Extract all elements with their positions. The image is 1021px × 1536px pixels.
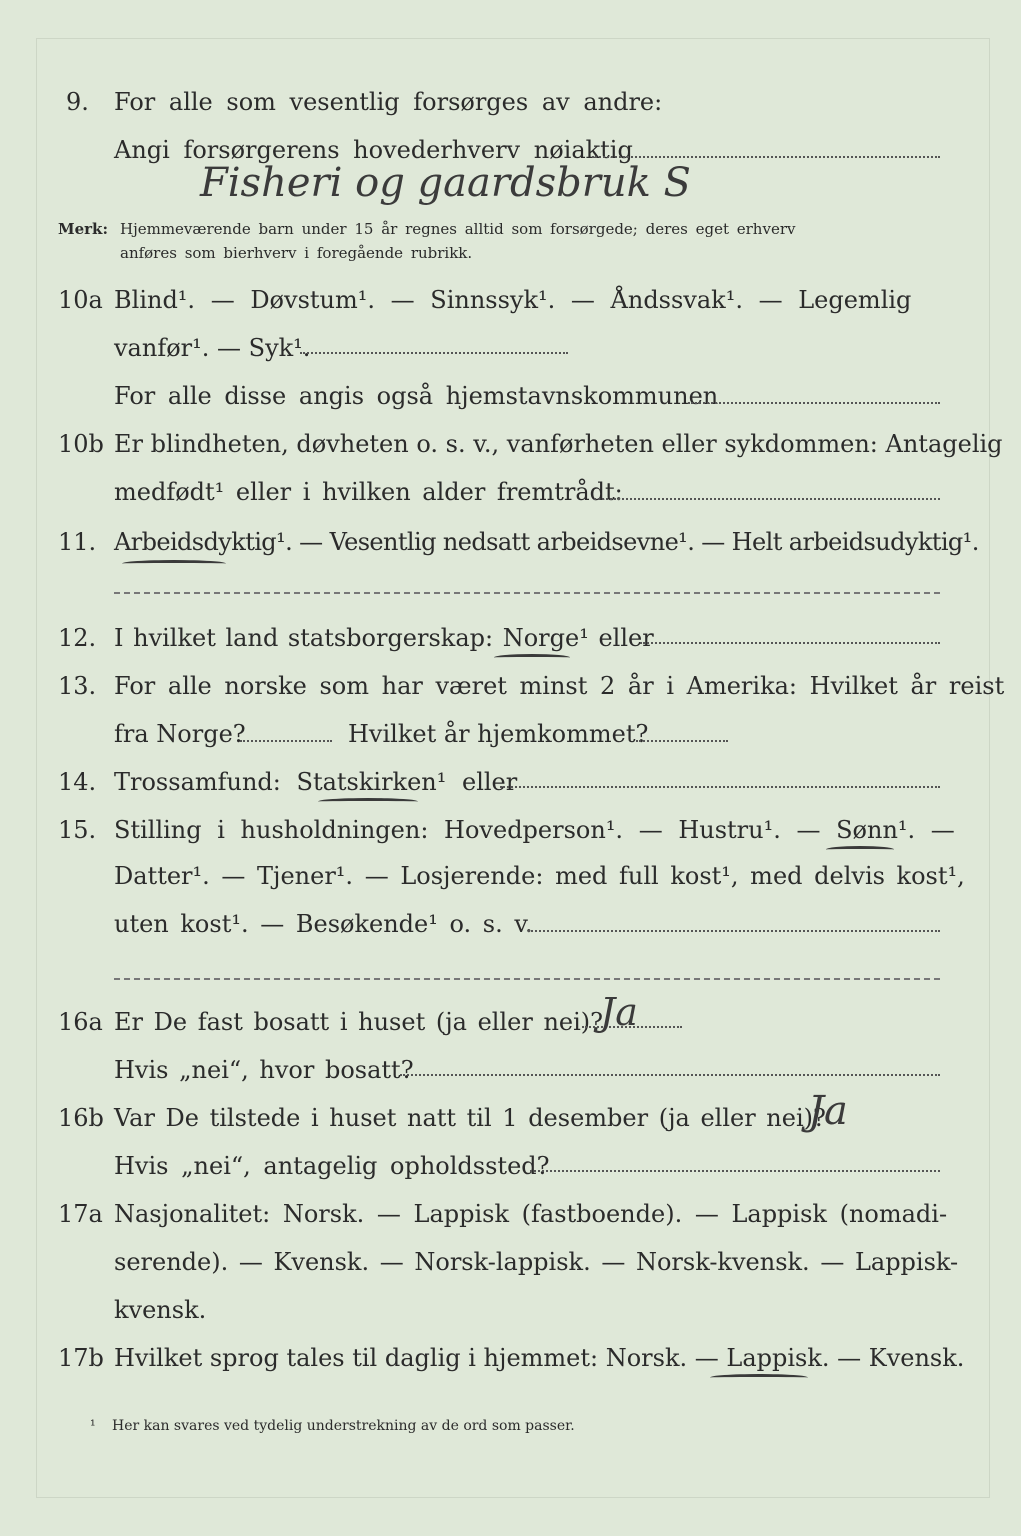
q9-handwritten-answer: Fisheri og gaardsbruk S (200, 160, 691, 206)
q16b-line1: Var De tilstede i huset natt til 1 desember (ja eller nei)? (114, 1104, 826, 1132)
q17a-line1: Nasjonalitet: Norsk. — Lappisk (fastboende). — Lappisk (nomadi- (114, 1200, 948, 1228)
q10a-fill-line (300, 352, 568, 354)
q9-line2: Angi forsørgerens hovederhverv nøiaktig (114, 136, 633, 164)
q15-line1: Stilling i husholdningen: Hovedperson¹. — Hustru¹. — Sønn¹. — (114, 816, 955, 844)
footnote-text: Her kan svares ved tydelig understrekning av de ord som passer. (112, 1418, 575, 1434)
q16b-handwritten-answer: Ja (808, 1088, 848, 1134)
q12-number: 12. (58, 624, 97, 652)
q11-number: 11. (58, 528, 97, 556)
q16a-handwritten-answer: Ja (600, 990, 638, 1034)
q11-line1: Arbeidsdyktig¹. — Vesentlig nedsatt arbeidsevne¹. — Helt arbeidsudyktig¹. (114, 528, 979, 556)
q12-fill-line (640, 642, 940, 644)
q14-line1: Trossamfund: Statskirken¹ eller (114, 768, 518, 796)
q15-extra-fill-line (114, 978, 940, 980)
q10a-line1: Blind¹. — Døvstum¹. — Sinnssyk¹. — Åndssvak¹. — Legemlig (114, 286, 912, 314)
q12-underline-mark (494, 654, 570, 661)
q10b-line2: medfødt¹ eller i hvilken alder fremtrådt: (114, 478, 623, 506)
merk-line2: anføres som bierhverv i foregående rubrikk. (120, 244, 473, 262)
q15-line2: Datter¹. — Tjener¹. — Losjerende: med full kost¹, med delvis kost¹, (114, 862, 965, 890)
q17b-underline-mark (710, 1374, 808, 1381)
q16a-line1: Er De fast bosatt i huset (ja eller nei)? (114, 1008, 604, 1036)
q11-underline-mark (122, 560, 226, 567)
footnote-mark: ¹ (90, 1418, 96, 1434)
q13-line1: For alle norske som har været minst 2 år i Amerika: Hvilket år reist (114, 672, 1005, 700)
merk-label: Merk: (58, 220, 108, 238)
q13-right-fill-line (636, 740, 728, 742)
q16a-where-fill-line (400, 1074, 940, 1076)
merk-line1: Hjemmeværende barn under 15 år regnes alltid som forsørgede; deres eget erhverv (120, 220, 796, 238)
q12-line1: I hvilket land statsborgerskap: Norge¹ eller (114, 624, 654, 652)
q17a-line2: serende). — Kvensk. — Norsk-lappisk. — Norsk-kvensk. — Lappisk- (114, 1248, 959, 1276)
q11-fill-line (114, 592, 940, 594)
q10a-line2: vanfør¹. — Syk¹. (114, 334, 311, 362)
q15-line3: uten kost¹. — Besøkende¹ o. s. v. (114, 910, 533, 938)
q16b-number: 16b (58, 1104, 104, 1132)
q16b-line2: Hvis „nei“, antagelig opholdssted? (114, 1152, 550, 1180)
q14-underline-mark (318, 798, 418, 805)
q10a-number: 10a (58, 286, 103, 314)
q10b-fill-line (594, 498, 940, 500)
q14-fill-line (500, 786, 940, 788)
q9-fill-line (592, 156, 940, 158)
q17b-number: 17b (58, 1344, 104, 1372)
q17a-line3: kvensk. (114, 1296, 207, 1324)
q10a-line3: For alle disse angis også hjemstavnskommunen (114, 382, 719, 410)
q14-number: 14. (58, 768, 97, 796)
q15-number: 15. (58, 816, 97, 844)
q13-line2a: fra Norge? (114, 720, 246, 748)
q10b-number: 10b (58, 430, 104, 458)
q16b-fill-line (530, 1170, 940, 1172)
q13-line2b: Hvilket år hjemkommet? (348, 720, 649, 748)
q13-left-fill-line (240, 740, 332, 742)
q13-number: 13. (58, 672, 97, 700)
q15-underline-mark (826, 846, 894, 853)
q17b-line1: Hvilket sprog tales til daglig i hjemmet: Norsk. — Lappisk. — Kvensk. (114, 1344, 965, 1372)
q16a-number: 16a (58, 1008, 103, 1036)
q15-fill-line (528, 930, 940, 932)
q9-number: 9. (66, 88, 89, 116)
q10b-line1: Er blindheten, døvheten o. s. v., vanførheten eller sykdommen: Antagelig (114, 430, 1003, 458)
q10a-home-fill-line (688, 402, 940, 404)
q16a-line2: Hvis „nei“, hvor bosatt? (114, 1056, 414, 1084)
q17a-number: 17a (58, 1200, 103, 1228)
q9-line1: For alle som vesentlig forsørges av andre: (114, 88, 663, 116)
